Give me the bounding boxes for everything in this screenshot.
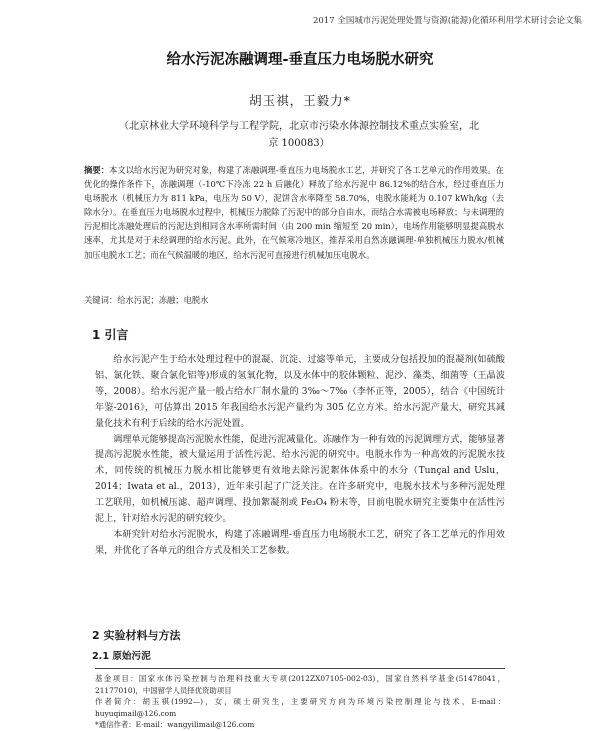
affiliation: （北京林业大学环境科学与工程学院，北京市污染水体源控制技术重点实验室，北京 100083） [119, 121, 479, 149]
fund-note [95, 673, 505, 696]
corr-label: *通信作者： [95, 720, 136, 729]
keywords-label: 关键词： [84, 295, 118, 305]
corr-text: E-mail：wangyilimail@126.com [135, 720, 255, 729]
authors: 胡玉祺，王毅力* [249, 93, 351, 108]
author-note [95, 696, 505, 719]
intro-paragraph: 调理单元能够提高污泥脱水性能，促进污泥减量化。冻融作为一种有效的污泥调理方式，能够显著提高污泥脱水性能，被大量运用于活性污泥、给水污泥的研究中。电脱水作为一种高效的污泥脱水技术，同传统的机械压力脱水相比能够更有效地去除污泥絮体体系中的水分（Tunçal and Uslu，2014；Iwata et al.，2013），近年来引起了广泛关注。在许多研究中，电脱水技术与多种污泥处理工艺联用，如机械压滤、超声调理、投加絮凝剂或 Fe₃O₄ 粉末等，目前电脱水研究主要集中在活性污泥上，针对给水污泥的研究较少。 [95, 434, 505, 525]
abstract-text: 本文以给水污泥为研究对象，构建了冻融调理-垂直压力电场脱水工艺，并研究了各工艺单元的作用效果。在优化的操作条件下，冻融调理（-10℃下冷冻 22 h 后融化）释放了给水污泥中 86.12%的结合水，经过垂直压力电场脱水（机械压力为 811 kPa，电压为 50 V），泥饼含水率降至 58.70%，电脱水能耗为 0.107 kWh/kg（去除水分）。在垂直压力电场脱水过程中，机械压力脱除了污泥中的部分自由水，而结合水需被电场释放；与未调理的污泥相比冻融处理后的污泥达到相同含水率所需时间（由 200 min 缩短至 20 min），电场作用能够明显提高脱水速率，尤其是对于未经调理的给水污泥。此外，在气候寒冷地区，推荐采用自然冻融调理-单独机械压力脱水/机械加压电脱水工艺；而在气候温暖的地区，给水污泥可直接进行机械加压电脱水。 [84, 165, 504, 260]
corresponding-note [95, 719, 505, 731]
keywords-text: 给水污泥；冻融；电脱水 [117, 295, 209, 305]
author-label: 作者简介： [95, 697, 143, 706]
subsection-heading-raw-sludge: 2.1 原始污泥 [92, 651, 151, 662]
footnotes [95, 673, 505, 731]
section-heading-intro: 1 引言 [92, 328, 129, 342]
abstract-label: 摘要： [84, 165, 110, 175]
intro-paragraph: 本研究针对给水污泥脱水，构建了冻融调理-垂直压力电场脱水工艺，研究了各工艺单元的作用效果，并优化了各单元的组合方式及相关工艺参数。 [95, 529, 505, 556]
intro-paragraph: 给水污泥产生于给水处理过程中的混凝、沉淀、过滤等单元，主要成分包括投加的混凝剂(如硫酸铝、氯化铁、聚合氯化铝等)形成的氢氧化物，以及水体中的胶体颗粒、泥沙、藻类、细菌等（王晶波等，2008）。给水污泥产量一般占给水厂制水量的 3‰～7‰（李怀正等，2005），结合《中国统计年鉴-2016》，可估算出 2015 年我国给水污泥产量约为 305 亿立方米。给水污泥产量大，研究其减量化技术有利于后续的给水污泥处置。 [95, 355, 505, 429]
footnote-divider [95, 668, 505, 669]
paper-title: 给水污泥冻融调理-垂直压力电场脱水研究 [166, 52, 434, 68]
keywords [84, 294, 504, 306]
author-text: 胡玉祺(1992—)，女，硕士研究生，主要研究方向为环境污染控制理论与技术，E-mail：huyuqimail@126.com [95, 697, 506, 718]
running-head: 2017 全国城市污泥处理处置与资源(能源)化循环利用学术研讨会论文集 [313, 16, 582, 26]
abstract [84, 163, 504, 262]
section-heading-materials: 2 实验材料与方法 [92, 629, 181, 642]
fund-label: 基金项目： [95, 674, 139, 683]
intro-body [95, 353, 505, 560]
fund-text: 国家水体污染控制与治理科技重大专项(2012ZX07105-002-03)，国家自然科学基金(51478041，21177010)，中国留学人员择优资助项目 [95, 674, 505, 695]
